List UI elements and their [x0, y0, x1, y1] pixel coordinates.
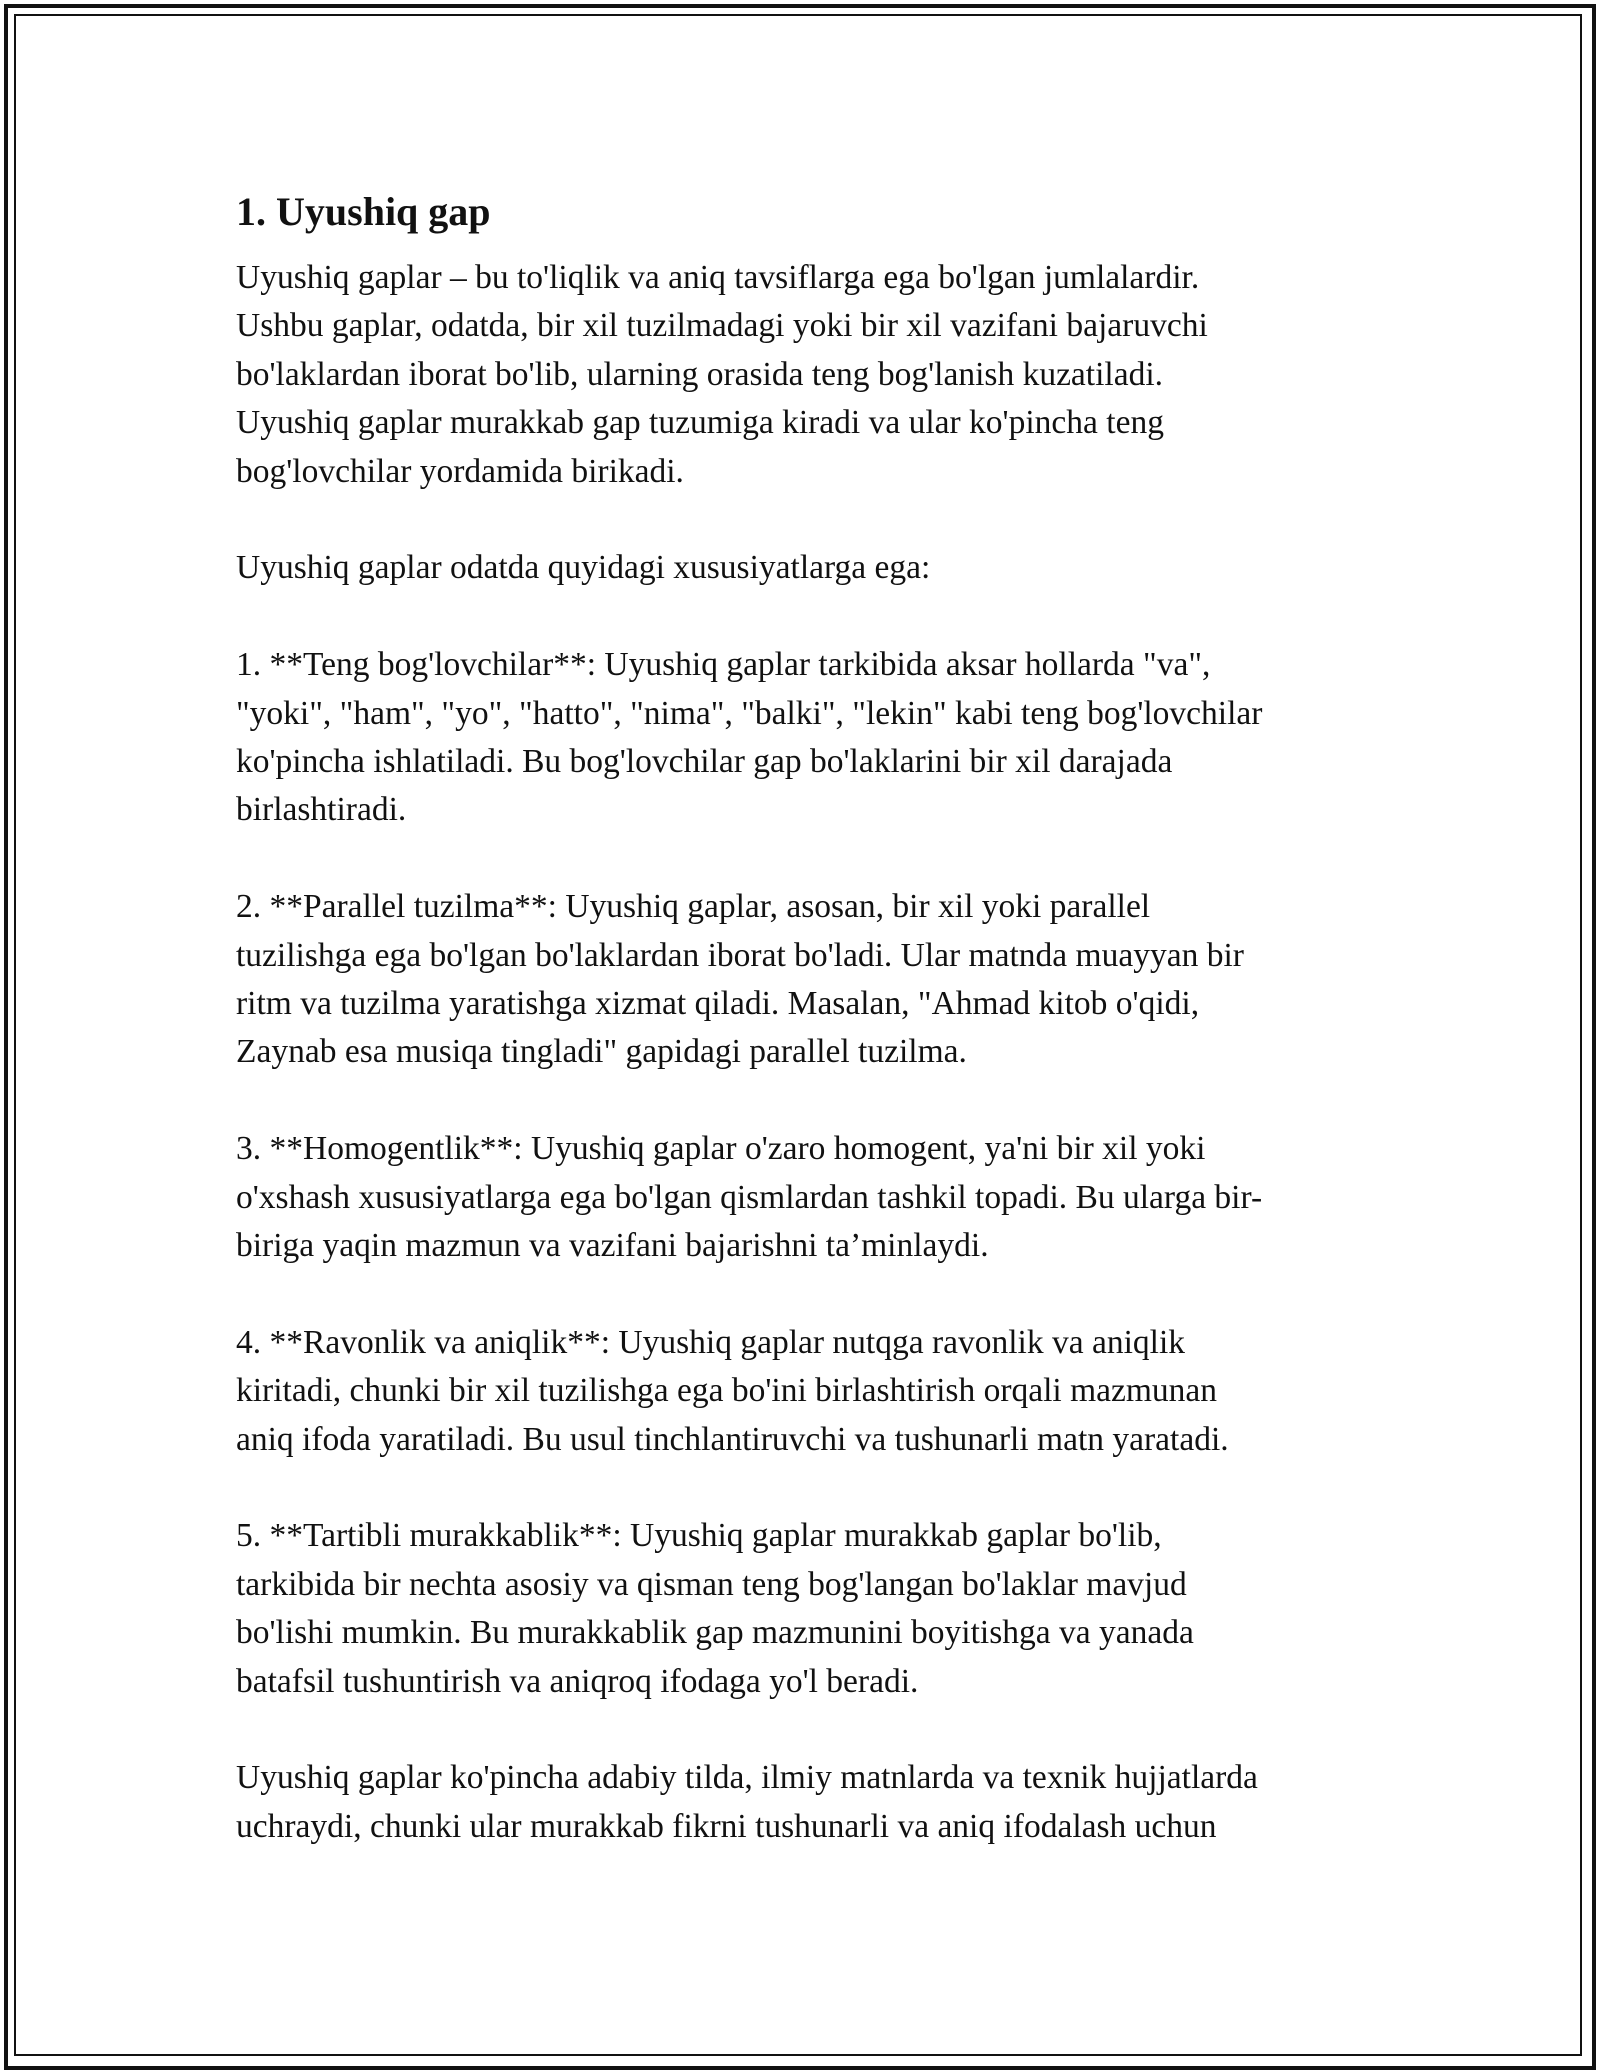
paragraph-item-5: [236, 1512, 1386, 1706]
text-line: 2. **Parallel tuzilma**: Uyushiq gaplar, asosan, bir xil yoki parallel: [236, 888, 1151, 926]
text-line: tuzilishga ega bo'lgan bo'laklardan iborat bo'ladi. Ular matnda muayyan bir: [236, 936, 1244, 974]
text-line: Zaynab esa musiqa tingladi" gapidagi parallel tuzilma.: [236, 1033, 967, 1071]
text-line: 3. **Homogentlik**: Uyushiq gaplar o'zaro homogent, ya'ni bir xil yoki: [236, 1130, 1206, 1168]
text-line: Uyushiq gaplar ko'pincha adabiy tilda, ilmiy matnlarda va texnik hujjatlarda: [236, 1759, 1258, 1797]
paragraph-item-4: [236, 1319, 1386, 1464]
paragraph-item-2: [236, 883, 1386, 1077]
text-line: Uyushiq gaplar odatda quyidagi xususiyatlarga ega:: [236, 549, 931, 587]
text-line: uchraydi, chunki ular murakkab fikrni tushunarli va aniq ifodalash uchun: [236, 1807, 1217, 1845]
text-line: Uyushiq gaplar murakkab gap tuzumiga kiradi va ular ko'pincha teng: [236, 404, 1164, 442]
section-heading: 1. Uyushiq gap: [236, 189, 491, 234]
text-line: bo'lishi mumkin. Bu murakkablik gap mazmunini boyitishga va yanada: [236, 1614, 1194, 1652]
paragraph-item-3: [236, 1125, 1386, 1270]
paragraph-closing: [236, 1754, 1386, 1851]
text-line: biriga yaqin mazmun va vazifani bajarishni ta’minlaydi.: [236, 1227, 989, 1265]
text-line: 4. **Ravonlik va aniqlik**: Uyushiq gaplar nutqga ravonlik va aniqlik: [236, 1323, 1186, 1361]
text-line: kiritadi, chunki bir xil tuzilishga ega bo'ini birlashtirish orqali mazmunan: [236, 1372, 1218, 1410]
text-line: tarkibida bir nechta asosiy va qisman teng bog'langan bo'laklar mavjud: [236, 1565, 1187, 1603]
text-line: o'xshash xususiyatlarga ega bo'lgan qismlardan tashkil topadi. Bu ularga bir-: [236, 1178, 1263, 1216]
text-line: 5. **Tartibli murakkablik**: Uyushiq gaplar murakkab gaplar bo'lib,: [236, 1517, 1162, 1555]
text-line: Uyushiq gaplar – bu to'liqlik va aniq tavsiflarga ega bo'lgan jumlalardir.: [236, 259, 1200, 296]
text-line: bo'laklardan iborat bo'lib, ularning orasida teng bog'lanish kuzatiladi.: [236, 355, 1164, 393]
text-line: birlashtiradi.: [236, 791, 407, 829]
text-line: aniq ifoda yaratiladi. Bu usul tinchlantiruvchi va tushunarli matn yaratadi.: [236, 1420, 1229, 1458]
text-line: bog'lovchilar yordamida birikadi.: [236, 452, 684, 490]
document-body: [236, 186, 1386, 1900]
text-line: ko'pincha ishlatiladi. Bu bog'lovchilar gap bo'laklarini bir xil darajada: [236, 743, 1173, 781]
text-line: batafsil tushuntirish va aniqroq ifodaga yo'l beradi.: [236, 1662, 919, 1700]
text-line: "yoki", "ham", "yo", "hatto", "nima", "balki", "lekin" kabi teng bog'lovchilar: [236, 694, 1263, 732]
paragraph-intro: [236, 254, 1386, 496]
paragraph-features-lead: [236, 544, 1386, 592]
text-line: ritm va tuzilma yaratishga xizmat qiladi. Masalan, "Ahmad kitob o'qidi,: [236, 985, 1200, 1023]
text-line: Ushbu gaplar, odatda, bir xil tuzilmadagi yoki bir xil vazifani bajaruvchi: [236, 307, 1208, 345]
text-line: 1. **Teng bog'lovchilar**: Uyushiq gaplar tarkibida aksar hollarda "va",: [236, 646, 1211, 684]
paragraph-item-1: [236, 641, 1386, 835]
